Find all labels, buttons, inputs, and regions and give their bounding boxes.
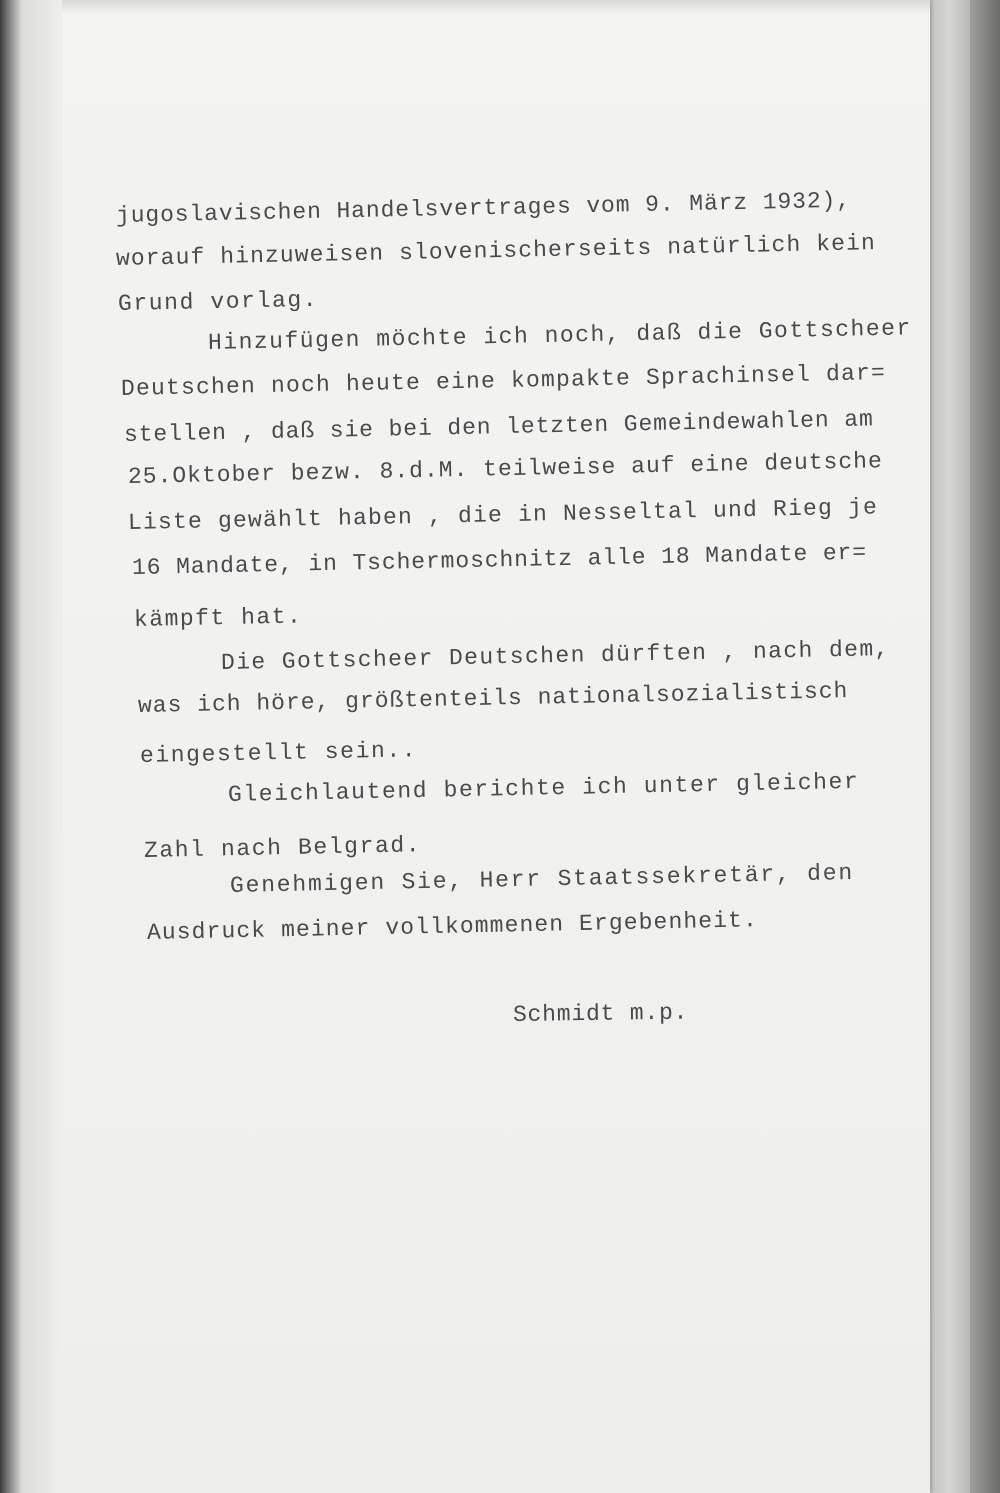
text-line-8: Liste gewählt haben , die in Nesseltal und Rieg je xyxy=(127,494,879,536)
text-line-4: Hinzufügen möchte ich noch, daß die Gottscheer xyxy=(207,315,913,356)
text-line-6: stellen , daß sie bei den letzten Gemeindewahlen am xyxy=(123,406,874,448)
text-line-5: Deutschen noch heute eine kompakte Sprachinsel dar= xyxy=(120,359,887,402)
text-line-9: 16 Mandate, in Tschermoschnitz alle 18 Mandate er= xyxy=(131,539,868,581)
text-line-16: Genehmigen Sie, Herr Staatssekretär, den xyxy=(229,859,855,899)
text-line-3: Grund vorlag. xyxy=(117,286,319,317)
text-line-1: jugoslavischen Handelsvertrages vom 9. März 1932), xyxy=(115,187,852,229)
text-line-7: 25.Oktober bezw. 8.d.M. teilweise auf eine deutsche xyxy=(127,448,884,490)
text-line-14: Gleichlautend berichte ich unter gleicher xyxy=(227,768,860,808)
signature-typed-name: Schmidt m.p. xyxy=(512,999,689,1028)
text-line-2: worauf hinzuweisen slovenischerseits natürlich kein xyxy=(115,230,877,272)
text-line-11: Die Gottscheer Deutschen dürften , nach dem, xyxy=(220,635,891,676)
text-line-17: Ausdruck meiner vollkommenen Ergebenheit. xyxy=(146,907,759,946)
text-line-12: was ich höre, größtenteils nationalsozialistisch xyxy=(137,678,849,719)
text-line-15: Zahl nach Belgrad. xyxy=(143,832,422,864)
text-line-13: eingestellt sein.. xyxy=(139,737,418,769)
underlying-sheet-edge xyxy=(930,0,970,1493)
scan-right-edge xyxy=(970,0,1000,1493)
text-line-10: kämpft hat. xyxy=(133,603,303,633)
